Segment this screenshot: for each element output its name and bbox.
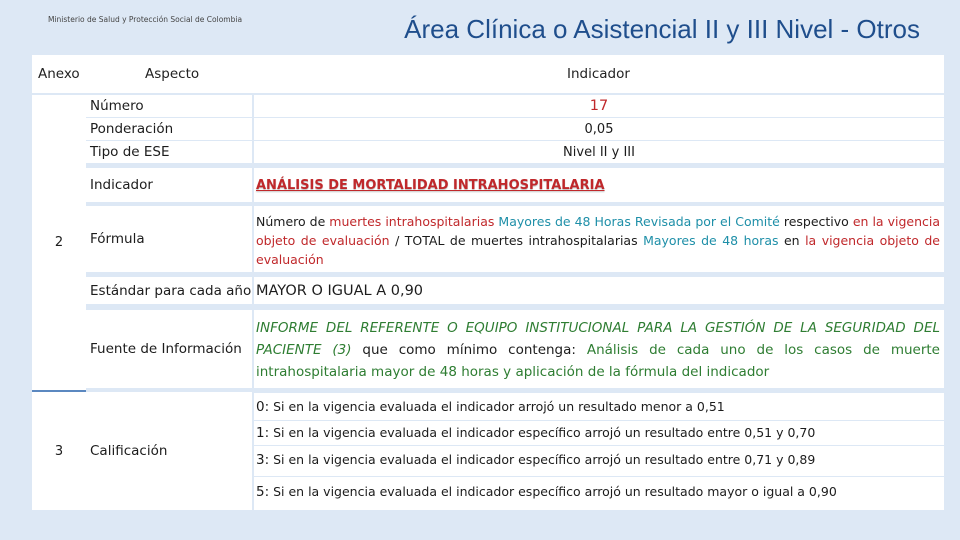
ministry-name: Ministerio de Salud y Protección Social de Colombia xyxy=(48,15,243,24)
label-estandar: Estándar para cada año xyxy=(86,277,252,304)
value-fuente: INFORME DEL REFERENTE O EQUIPO INSTITUCIONAL PARA LA GESTIÓN DE LA SEGURIDAD DEL PACIENTE (3) que como mínimo contenga: Análisis de cada uno de los casos de muerte intrahospitalaria mayor de 48 horas y aplicación de la fórmula del indicador xyxy=(254,310,944,388)
value-numero: 17 xyxy=(254,95,944,117)
value-ponderacion: 0,05 xyxy=(254,118,944,140)
label-fuente: Fuente de Información xyxy=(86,310,252,388)
label-calificacion: Calificación xyxy=(86,392,252,510)
anexo-3-cell xyxy=(32,392,86,510)
calificacion-item: 0: Si en la vigencia evaluada el indicador arrojó un resultado menor a 0,51 xyxy=(254,393,944,420)
column-anexo: Anexo xyxy=(38,66,80,82)
label-indicador: Indicador xyxy=(86,168,252,202)
column-indicador: Indicador xyxy=(567,66,630,82)
value-tipo: Nivel II y III xyxy=(254,141,944,163)
calificacion-item: 1: Si en la vigencia evaluada el indicador específico arrojó un resultado entre 0,51 y 0,70 xyxy=(254,421,944,445)
label-numero: Número xyxy=(86,95,252,117)
label-tipo: Tipo de ESE xyxy=(86,141,252,163)
label-formula: Fórmula xyxy=(86,206,252,272)
value-formula: Número de muertes intrahospitalarias Mayores de 48 Horas Revisada por el Comité respectivo en la vigencia objeto de evaluación / TOTAL de muertes intrahospitalarias Mayores de 48 horas en la vigencia objeto de evaluación xyxy=(254,206,944,272)
column-aspecto: Aspecto xyxy=(145,66,200,82)
anexo-number: 2 xyxy=(54,235,64,250)
value-estandar: MAYOR O IGUAL A 0,90 xyxy=(254,277,944,304)
calificacion-item: 5: Si en la vigencia evaluada el indicador específico arrojó un resultado mayor o igual a 0,90 xyxy=(254,477,944,510)
anexo-2-cell xyxy=(32,95,86,390)
calificacion-item: 3: Si en la vigencia evaluada el indicador específico arrojó un resultado entre 0,71 y 0,89 xyxy=(254,446,944,476)
anexo-number: 3 xyxy=(54,443,64,459)
page-title: Área Clínica o Asistencial II y III Nivel - Otros xyxy=(404,14,920,44)
label-ponderacion: Ponderación xyxy=(86,118,252,140)
value-indicador: ANÁLISIS DE MORTALIDAD INTRAHOSPITALARIA xyxy=(254,168,944,202)
